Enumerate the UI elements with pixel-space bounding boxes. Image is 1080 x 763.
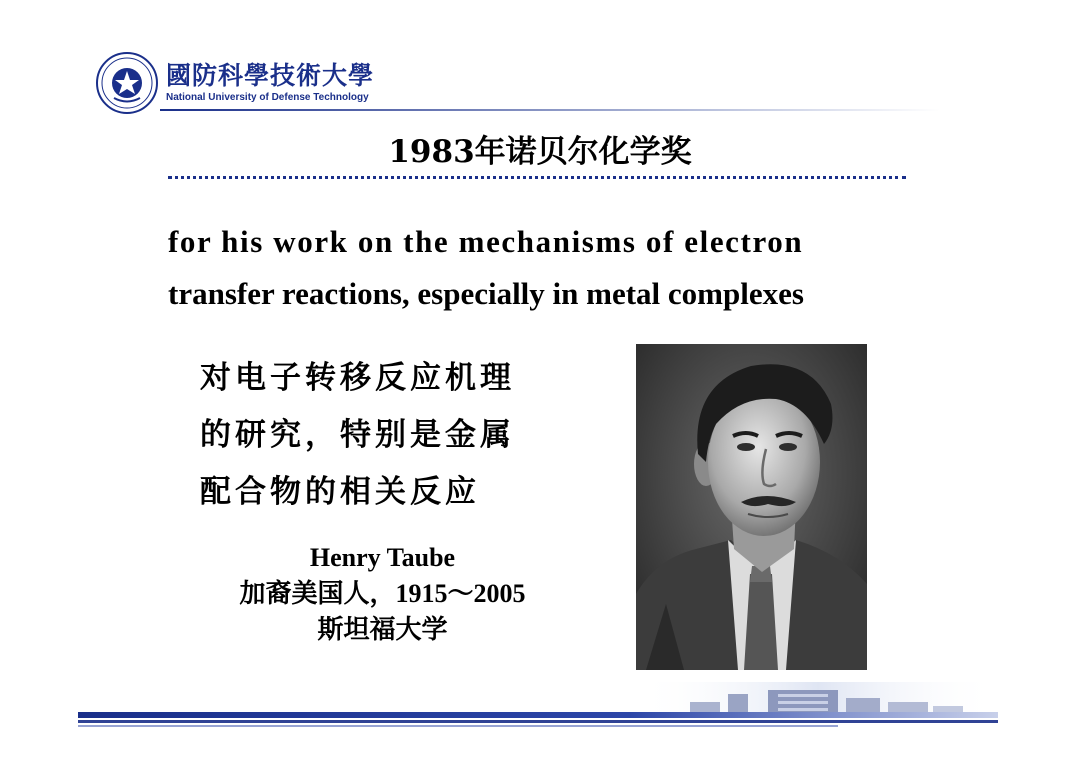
footer-campus-banner: [78, 676, 998, 732]
university-name-en: National University of Defense Technology: [166, 92, 369, 103]
chinese-citation-line: 的研究，特别是金属: [200, 417, 515, 453]
english-citation: [168, 216, 928, 320]
portrait-photo: [636, 344, 867, 670]
title-dotted-underline: [168, 176, 906, 179]
header-divider: [160, 109, 940, 111]
laureate-nationality-years: 加裔美国人，1915～2005: [239, 579, 526, 608]
chinese-citation-line: 对电子转移反应机理: [200, 360, 515, 396]
laureate-info: [205, 540, 560, 648]
chinese-citation: [200, 350, 515, 521]
english-citation-line: transfer reactions, especially in metal complexes: [168, 276, 804, 311]
english-citation-line: for his work on the mechanisms of electron: [168, 224, 804, 259]
laureate-name: Henry Taube: [309, 543, 456, 572]
slide-title: 1983年诺贝尔化学奖: [388, 134, 692, 170]
university-name-cn: 國防科學技術大學: [166, 61, 375, 90]
university-logo: [96, 52, 158, 114]
nudt-emblem-icon: [96, 52, 158, 114]
chinese-citation-line: 配合物的相关反应: [200, 474, 480, 510]
laureate-institution: 斯坦福大学: [317, 615, 448, 644]
